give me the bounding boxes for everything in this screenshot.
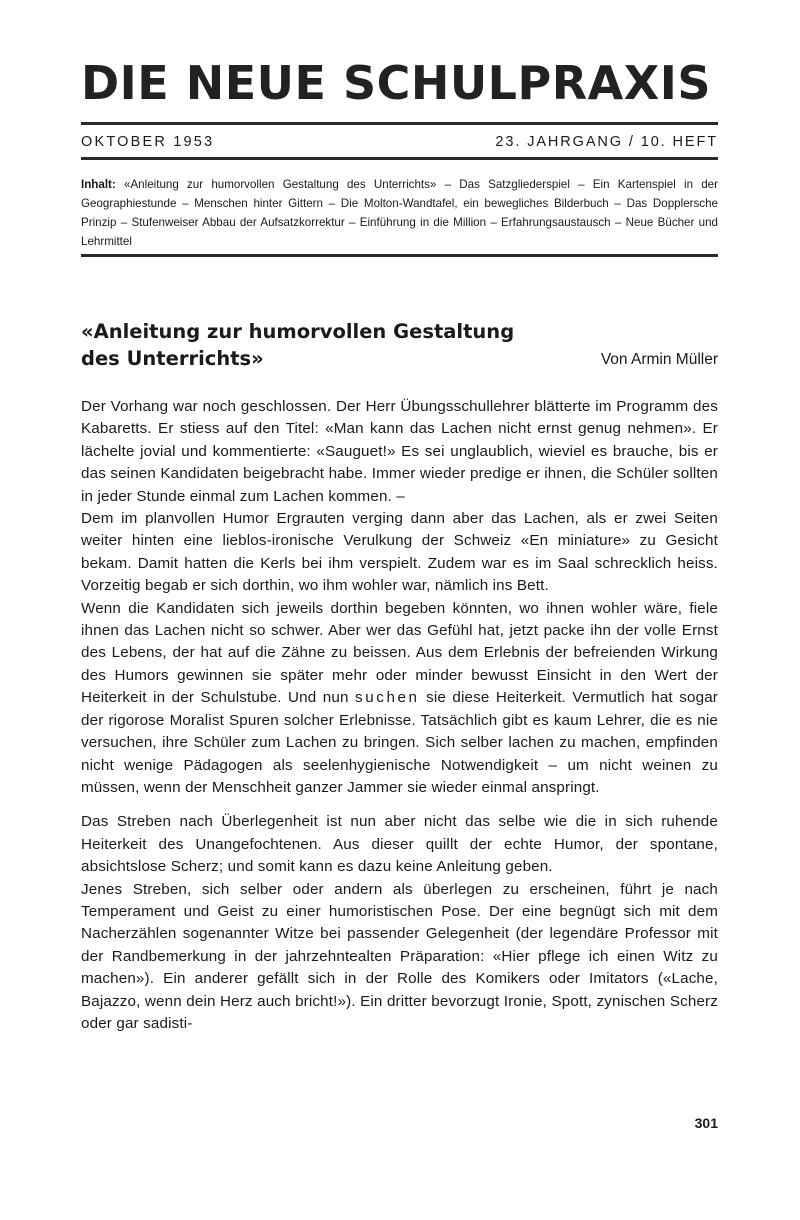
- paragraph-2: Dem im planvollen Humor Ergrauten verging dann aber das Lachen, als er zwei Seiten weiter hinten eine lieblos-ironische Verulkung der Schweiz «En miniature» zu Gesicht bekam. Damit hatten die Kerls bei ihm verspielt. Zudem war es im Saal schrecklich heiss. Vorzeitig begab er sich dorthin, wo ihm wohler war, nämlich ins Bett.: [81, 510, 718, 595]
- contents-text: «Anleitung zur humorvollen Gestaltung des Unterrichts» – Das Satzgliederspiel – Ein Kartenspiel in der Geographiestunde – Menschen hinter Gittern – Die Molton-Wandtafel, ein bewegliches Bilderbuch – Das Dopplersche Prinzip – Stufenweiser Abbau der Aufsatzkorrektur – Einführung in die Million – Erfahrungsaustausch – Neue Bücher und Lehrmittel: [81, 178, 718, 248]
- article-title-line-1: «Anleitung zur humorvollen Gestaltung: [81, 320, 515, 343]
- paragraph-3-start: Wenn die Kandidaten sich jeweils dorthin begeben könnten, wo ihnen wohler wäre, fiele ihnen das Lachen nicht so schwer. Aber wer das Gefühl hat, jetzt packe ihn der volle Ernst des Lebens, der hat auf die Zähne zu beissen. Aus dem Erlebnis der befreienden Wirkung des Humors gewinnen sie später mehr oder minder bewusst Einsicht in den Wert der Heiterkeit in der Schulstube. Und nun: [81, 599, 718, 707]
- table-of-contents: [81, 175, 718, 251]
- issue-number: 23. JAHRGANG / 10. HEFT: [495, 134, 718, 150]
- paragraph-4: Das Streben nach Überlegenheit ist nun aber nicht das selbe wie die in sich ruhende Heiterkeit des Unangefochtenen. Aus dieser quillt der echte Humor, der spontane, absichtslose Scherz; und somit kann es dazu keine Anleitung geben.: [81, 813, 718, 876]
- paragraph-3-end: sie diese Heiterkeit. Vermutlich hat sogar der rigorose Moralist Spuren solcher Erlebnisse. Tatsächlich gibt es kaum Lehrer, die es nie versuchen, ihre Schüler zum Lachen zu bringen. Sich selber lachen zu machen, empfinden nicht wenige Pädagogen als seelenhygienische Notwendigkeit – um nicht weinen zu müssen, wenn der Menschheit ganzer Jammer sie wieder einmal anspringt.: [81, 689, 718, 796]
- issue-rule: [81, 157, 718, 160]
- issue-line: [81, 132, 718, 152]
- contents-label: Inhalt:: [81, 178, 116, 191]
- emphasis-word: suchen: [355, 689, 420, 707]
- article-title-line-2: des Unterrichts»: [81, 347, 264, 370]
- page-number: 301: [694, 1115, 718, 1131]
- contents-rule: [81, 254, 718, 257]
- article-body: [81, 396, 718, 1035]
- article-author: Von Armin Müller: [600, 351, 718, 368]
- paragraph-3: [81, 598, 718, 800]
- top-rule: [81, 122, 718, 125]
- issue-date: OKTOBER 1953: [81, 134, 215, 150]
- paragraph-1: Der Vorhang war noch geschlossen. Der Herr Übungsschullehrer blätterte im Programm des Kabaretts. Er stiess auf den Titel: «Man kann das Lachen nicht ernst genug nehmen». Er lächelte jovial und kommentierte: «Sauguet!» Es sei unglaublich, wieviel es brauche, bis er das seinen Kandidaten beigebracht habe. Immer wieder predige er ihnen, die Schüler sollten in jeder Stunde einmal zum Lachen kommen. –: [81, 398, 718, 505]
- paragraph-5: Jenes Streben, sich selber oder andern als überlegen zu erscheinen, führt je nach Temperament und Geist zu einer humoristischen Pose. Der eine begnügt sich mit dem Nacherzählen sogenannter Witze bei passender Gelegenheit (der legendäre Professor mit der Randbemerkung in der jahrzehntealten Präparation: «Hier pflege ich einen Witz zu machen»). Ein anderer gefällt sich in der Rolle des Komikers oder Imitators («Lache, Bajazzo, wenn dein Herz auch bricht!»). Ein dritter bevorzugt Ironie, Spott, zynischen Scherz oder gar sadisti-: [81, 880, 718, 1032]
- journal-title: DIE NEUE SCHULPRAXIS: [81, 56, 711, 110]
- article-title: [81, 318, 581, 372]
